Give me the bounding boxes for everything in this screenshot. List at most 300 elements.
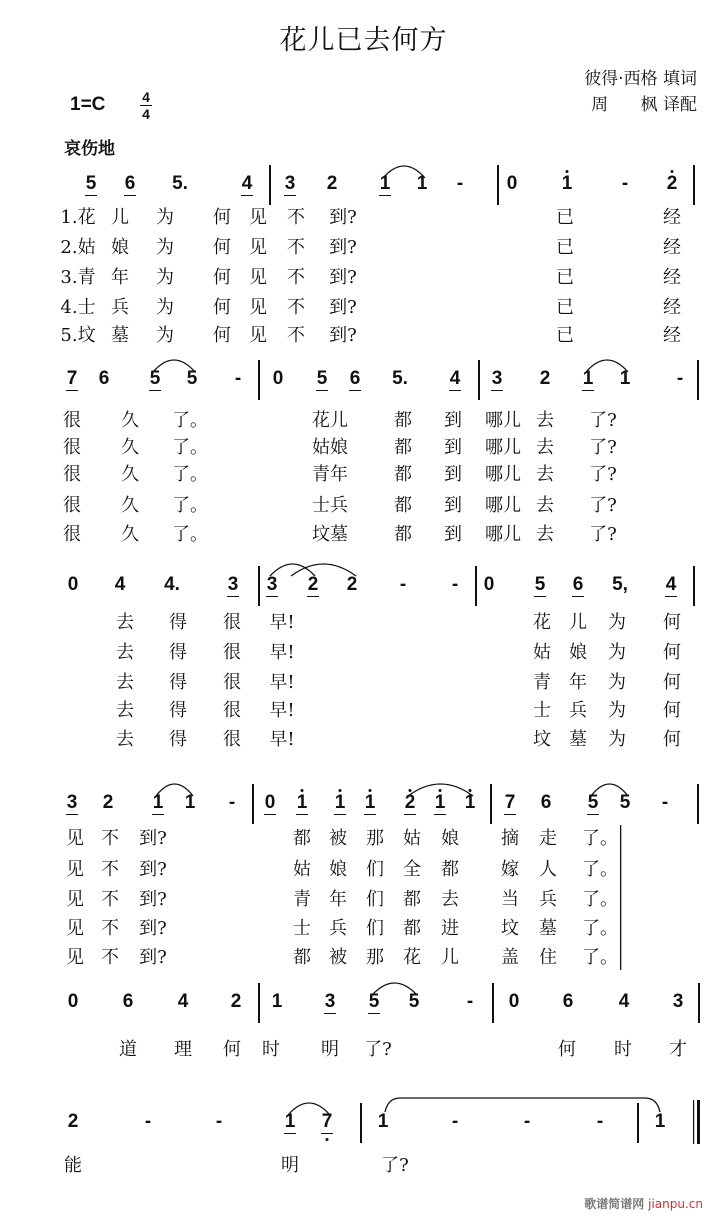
note-digit: - [215, 1111, 223, 1132]
lyric-syllable: 墓 [111, 325, 129, 346]
time-signature-top: 4 [142, 89, 150, 105]
lyric-syllable: 到 [444, 410, 462, 431]
note-digit: 0 [483, 574, 495, 595]
note-digit: 2 [102, 792, 114, 813]
note-digit: 5 [85, 173, 97, 194]
lyric-syllable: 早! [269, 729, 295, 750]
lyric-syllable: 了。 [582, 889, 618, 910]
lyric-syllable: 了? [589, 437, 617, 458]
lyric-syllable: 时 [614, 1039, 632, 1060]
lyric-syllable: 得 [169, 612, 187, 633]
lyric-syllable: 见 [66, 947, 84, 968]
lyric-syllable: 去 [536, 410, 554, 431]
note-digit: - [399, 574, 407, 595]
lyric-syllable: 花儿 [312, 410, 348, 431]
lyric-syllable: 很 [63, 410, 81, 431]
slur [156, 784, 193, 796]
note-digit: 2 [326, 173, 338, 194]
note-digit: 2 [307, 574, 319, 595]
note-digit: 1 [184, 792, 196, 813]
lyric-syllable: 时 [262, 1039, 280, 1060]
lyric-syllable: 经 [663, 297, 681, 318]
note-digit: 4 [241, 173, 253, 194]
lyric-syllable: 早! [269, 642, 295, 663]
lyric-syllable: 那 [366, 828, 384, 849]
lyric-syllable: 为 [608, 642, 626, 663]
lyric-syllable: 当 [501, 889, 519, 910]
lyric-syllable: 了。 [172, 410, 208, 431]
note-digit: - [228, 792, 236, 813]
lyric-syllable: 姑 [293, 859, 311, 880]
lyric-syllable: 盖 [501, 947, 519, 968]
lyric-syllable: 士 [533, 700, 551, 721]
lyric-syllable: 都 [293, 947, 311, 968]
translator-credit: 周 枫 译配 [591, 95, 697, 115]
lyric-syllable: 了。 [582, 859, 618, 880]
lyric-syllable: 何 [213, 297, 231, 318]
lyric-syllable: 到 [444, 495, 462, 516]
note-digit: 3 [227, 574, 239, 595]
note-digit: 3 [266, 574, 278, 595]
lyric-syllable: 都 [403, 918, 421, 939]
note-digit: 5 [186, 368, 198, 389]
lyric-syllable: 了。 [172, 495, 208, 516]
lyric-syllable: 了? [364, 1039, 392, 1060]
lyric-syllable: 士兵 [312, 495, 348, 516]
lyric-syllable: 哪儿 [485, 437, 521, 458]
lyric-syllable: 久 [121, 410, 139, 431]
lyric-syllable: 到? [139, 889, 167, 910]
slur [153, 360, 195, 372]
lyric-syllable: 久 [121, 437, 139, 458]
lyric-syllable: 花 [533, 612, 551, 633]
note-digit: 1 [284, 1111, 296, 1132]
lyric-syllable: 久 [121, 495, 139, 516]
note-digit: - [466, 991, 474, 1012]
lyric-syllable: 了。 [582, 828, 618, 849]
lyric-syllable: 1.花 [60, 207, 96, 228]
note-digit: 7 [66, 368, 78, 389]
lyric-syllable: 哪儿 [485, 464, 521, 485]
lyric-syllable: 为 [608, 729, 626, 750]
lyric-syllable: 何 [213, 207, 231, 228]
lyric-syllable: 姑 [403, 828, 421, 849]
lyric-syllable: 很 [63, 524, 81, 545]
note-digit: 2 [404, 792, 416, 813]
lyric-syllable: 见 [249, 297, 267, 318]
note-digit: 1 [434, 792, 446, 813]
lyric-syllable: 去 [536, 524, 554, 545]
lyric-syllable: 何 [223, 1039, 241, 1060]
slur [408, 784, 473, 796]
slur [383, 166, 425, 178]
note-digit: - [621, 173, 629, 194]
lyric-syllable: 很 [223, 729, 241, 750]
lyric-syllable: 得 [169, 700, 187, 721]
note-digit: 1 [152, 792, 164, 813]
final-bar-line [693, 1100, 694, 1144]
note-digit: 7 [321, 1111, 333, 1132]
note-digit: 3 [66, 792, 78, 813]
lyric-syllable: 见 [66, 859, 84, 880]
note-digit: 0 [506, 173, 518, 194]
lyric-syllable: 娘 [569, 642, 587, 663]
lyric-syllable: 进 [441, 918, 459, 939]
note-digit: 0 [67, 991, 79, 1012]
lyric-syllable: 见 [249, 237, 267, 258]
lyric-syllable: 到? [139, 918, 167, 939]
lyric-syllable: 何 [213, 325, 231, 346]
lyric-syllable: 不 [101, 859, 119, 880]
lyric-syllable: 不 [101, 828, 119, 849]
lyric-syllable: 住 [539, 947, 557, 968]
lyric-syllable: 经 [663, 237, 681, 258]
note-digit: 1 [416, 173, 428, 194]
lyric-syllable: 为 [156, 207, 174, 228]
slur [372, 983, 417, 995]
lyric-syllable: 经 [663, 207, 681, 228]
lyric-syllable: 到? [329, 325, 357, 346]
lyric-syllable: 被 [329, 947, 347, 968]
lyricist-credit: 彼得·西格 填词 [584, 69, 697, 89]
note-digit: 5. [172, 173, 188, 194]
lyric-syllable: 姑 [533, 642, 551, 663]
note-digit: 1 [654, 1111, 666, 1132]
lyric-syllable: 青年 [312, 464, 348, 485]
lyric-syllable: 5.坟 [60, 325, 96, 346]
lyric-syllable: 人 [539, 859, 557, 880]
note-digit: 4 [114, 574, 126, 595]
note-digit: 6 [562, 991, 574, 1012]
lyric-syllable: 为 [608, 612, 626, 633]
lyric-syllable: 已 [556, 325, 574, 346]
lyric-syllable: 见 [249, 267, 267, 288]
lyric-syllable: 墓 [539, 918, 557, 939]
lyric-syllable: 何 [663, 612, 681, 633]
verse-bracket-line [620, 825, 621, 970]
lyric-syllable: 不 [287, 297, 305, 318]
lyric-syllable: 摘 [501, 828, 519, 849]
lyric-syllable: 都 [394, 464, 412, 485]
tempo-marking: 哀伤地 [64, 139, 115, 159]
lyric-syllable: 们 [366, 889, 384, 910]
lyric-syllable: 哪儿 [485, 524, 521, 545]
lyric-syllable: 到 [444, 437, 462, 458]
lyric-syllable: 理 [174, 1039, 192, 1060]
time-signature-bottom: 4 [142, 106, 150, 122]
lyric-syllable: 花 [403, 947, 421, 968]
lyric-syllable: 得 [169, 672, 187, 693]
note-digit: 6 [124, 173, 136, 194]
note-digit: 1 [464, 792, 476, 813]
lyric-syllable: 早! [269, 612, 295, 633]
lyric-syllable: 兵 [539, 889, 557, 910]
note-digit: 4 [449, 368, 461, 389]
lyric-syllable: 那 [366, 947, 384, 968]
lyric-syllable: 都 [441, 859, 459, 880]
note-digit: 2 [346, 574, 358, 595]
note-digit: - [144, 1111, 152, 1132]
lyric-syllable: 了? [589, 495, 617, 516]
note-digit: 5. [392, 368, 408, 389]
lyric-syllable: 明 [321, 1039, 339, 1060]
lyric-syllable: 去 [116, 672, 134, 693]
lyric-syllable: 姑娘 [312, 437, 348, 458]
note-digit: 6 [349, 368, 361, 389]
note-digit: 0 [67, 574, 79, 595]
lyric-syllable: 何 [663, 700, 681, 721]
lyric-syllable: 到? [139, 859, 167, 880]
note-digit: 2 [230, 991, 242, 1012]
lyric-syllable: 们 [366, 918, 384, 939]
lyric-syllable: 见 [66, 889, 84, 910]
lyric-syllable: 很 [63, 437, 81, 458]
lyric-syllable: 年 [569, 672, 587, 693]
lyric-syllable: 才 [669, 1039, 687, 1060]
lyric-syllable: 久 [121, 464, 139, 485]
lyric-syllable: 了? [589, 524, 617, 545]
note-digit: 5 [316, 368, 328, 389]
note-digit: 0 [272, 368, 284, 389]
lyric-syllable: 何 [663, 642, 681, 663]
note-digit: 5 [368, 991, 380, 1012]
lyric-syllable: 坟 [501, 918, 519, 939]
lyric-syllable: 兵 [329, 918, 347, 939]
note-digit: 5, [612, 574, 628, 595]
lyric-syllable: 到? [329, 267, 357, 288]
lyric-syllable: 很 [223, 612, 241, 633]
note-digit: 1 [334, 792, 346, 813]
lyric-syllable: 坟墓 [312, 524, 348, 545]
note-digit: 5 [149, 368, 161, 389]
lyric-syllable: 何 [558, 1039, 576, 1060]
note-digit: 5 [587, 792, 599, 813]
lyric-syllable: 了? [589, 410, 617, 431]
note-digit: 4 [177, 991, 189, 1012]
lyric-syllable: 年 [111, 267, 129, 288]
note-digit: 1 [296, 792, 308, 813]
lyric-syllable: 久 [121, 524, 139, 545]
lyric-syllable: 儿 [569, 612, 587, 633]
lyric-syllable: 不 [287, 207, 305, 228]
note-digit: 2 [67, 1111, 79, 1132]
lyric-syllable: 了。 [582, 947, 618, 968]
note-digit: 1 [619, 368, 631, 389]
lyric-syllable: 何 [663, 729, 681, 750]
lyric-syllable: 都 [394, 524, 412, 545]
watermark: 歌谱简谱网 jianpu.cn [584, 1197, 703, 1211]
note-digit: 4 [665, 574, 677, 595]
lyric-syllable: 都 [394, 437, 412, 458]
lyric-syllable: 为 [608, 672, 626, 693]
lyric-syllable: 了。 [172, 524, 208, 545]
note-digit: 7 [504, 792, 516, 813]
lyric-syllable: 得 [169, 642, 187, 663]
lyric-syllable: 很 [63, 464, 81, 485]
note-digit: 1 [379, 173, 391, 194]
lyric-syllable: 为 [608, 700, 626, 721]
lyric-syllable: 为 [156, 237, 174, 258]
note-digit: - [451, 1111, 459, 1132]
lyric-syllable: 去 [116, 642, 134, 663]
lyric-syllable: 不 [101, 918, 119, 939]
lyric-syllable: 道 [119, 1039, 137, 1060]
lyric-syllable: 何 [213, 237, 231, 258]
lyric-syllable: 到? [139, 828, 167, 849]
note-digit: 5 [534, 574, 546, 595]
note-digit: 4. [164, 574, 180, 595]
lyric-syllable: 见 [66, 918, 84, 939]
lyric-syllable: 去 [116, 729, 134, 750]
lyric-syllable: 早! [269, 672, 295, 693]
lyric-syllable: 去 [116, 612, 134, 633]
lyric-syllable: 为 [156, 297, 174, 318]
note-digit: 0 [508, 991, 520, 1012]
lyric-syllable: 2.姑 [60, 237, 96, 258]
lyric-syllable: 很 [223, 700, 241, 721]
lyric-syllable: 不 [287, 237, 305, 258]
note-digit: 1 [364, 792, 376, 813]
song-title: 花儿已去何方 [279, 25, 448, 56]
lyric-syllable: 了。 [172, 437, 208, 458]
lyric-syllable: 已 [556, 267, 574, 288]
note-digit: 3 [491, 368, 503, 389]
lyric-syllable: 不 [101, 947, 119, 968]
note-digit: 1 [582, 368, 594, 389]
lyric-syllable: 很 [223, 642, 241, 663]
lyric-syllable: 已 [556, 297, 574, 318]
lyric-syllable: 3.青 [60, 267, 96, 288]
lyric-syllable: 嫁 [501, 859, 519, 880]
note-digit: 3 [284, 173, 296, 194]
lyric-syllable: 很 [63, 495, 81, 516]
note-digit: - [234, 368, 242, 389]
lyric-syllable: 哪儿 [485, 410, 521, 431]
note-digit: 4 [618, 991, 630, 1012]
note-digit: - [523, 1111, 531, 1132]
lyric-syllable: 青 [533, 672, 551, 693]
lyric-syllable: 去 [536, 495, 554, 516]
lyric-syllable: 被 [329, 828, 347, 849]
note-digit: 1 [561, 173, 573, 194]
lyric-syllable: 不 [287, 325, 305, 346]
lyric-syllable: 到? [139, 947, 167, 968]
lyric-syllable: 为 [156, 325, 174, 346]
lyric-syllable: 到? [329, 297, 357, 318]
lyric-syllable: 们 [366, 859, 384, 880]
slur [586, 360, 628, 372]
note-digit: 6 [122, 991, 134, 1012]
lyric-syllable: 经 [663, 325, 681, 346]
slur [591, 784, 628, 796]
lyric-syllable: 何 [663, 672, 681, 693]
lyric-syllable: 了。 [582, 918, 618, 939]
lyric-syllable: 见 [66, 828, 84, 849]
tie [385, 1098, 660, 1112]
lyric-syllable: 娘 [329, 859, 347, 880]
note-digit: 3 [324, 991, 336, 1012]
lyric-syllable: 走 [539, 828, 557, 849]
lyric-syllable: 4.士 [60, 297, 96, 318]
note-digit: 0 [264, 792, 276, 813]
lyric-syllable: 青 [293, 889, 311, 910]
lyric-syllable: 见 [249, 325, 267, 346]
lyric-syllable: 都 [293, 828, 311, 849]
lyric-syllable: 兵 [569, 700, 587, 721]
lyric-syllable: 去 [116, 700, 134, 721]
lyric-syllable: 得 [169, 729, 187, 750]
lyric-syllable: 娘 [111, 237, 129, 258]
note-digit: 3 [672, 991, 684, 1012]
lyric-syllable: 到? [329, 237, 357, 258]
watermark-site: jianpu.cn [648, 1197, 703, 1211]
lyric-syllable: 都 [403, 889, 421, 910]
lyric-syllable: 都 [394, 410, 412, 431]
key-signature: 1=C [70, 94, 106, 115]
lyric-syllable: 都 [394, 495, 412, 516]
lyric-syllable: 儿 [111, 207, 129, 228]
lyric-syllable: 了。 [172, 464, 208, 485]
note-digit: - [451, 574, 459, 595]
lyric-syllable: 能 [64, 1155, 82, 1176]
lyric-syllable: 到 [444, 464, 462, 485]
final-bar-line [697, 1100, 700, 1144]
lyric-syllable: 到 [444, 524, 462, 545]
note-digit: 5 [619, 792, 631, 813]
note-digit: - [676, 368, 684, 389]
lyric-syllable: 不 [101, 889, 119, 910]
lyric-syllable: 士 [293, 918, 311, 939]
note-digit: 6 [572, 574, 584, 595]
lyric-syllable: 何 [213, 267, 231, 288]
slur [288, 1103, 330, 1115]
lyric-syllable: 去 [441, 889, 459, 910]
note-digit: - [456, 173, 464, 194]
note-digit: 5 [408, 991, 420, 1012]
lyric-syllable: 很 [223, 672, 241, 693]
note-digit: 6 [540, 792, 552, 813]
lyric-syllable: 明 [281, 1155, 299, 1176]
lyric-syllable: 年 [329, 889, 347, 910]
lyric-syllable: 哪儿 [485, 495, 521, 516]
lyric-syllable: 了? [381, 1155, 409, 1176]
lyric-syllable: 兵 [111, 297, 129, 318]
lyric-syllable: 了? [589, 464, 617, 485]
lyric-syllable: 儿 [441, 947, 459, 968]
lyric-syllable: 为 [156, 267, 174, 288]
lyric-syllable: 去 [536, 437, 554, 458]
note-digit: - [596, 1111, 604, 1132]
lyric-syllable: 娘 [441, 828, 459, 849]
note-digit: 2 [666, 173, 678, 194]
note-digit: 6 [98, 368, 110, 389]
lyric-syllable: 到? [329, 207, 357, 228]
lyric-syllable: 去 [536, 464, 554, 485]
note-digit: - [661, 792, 669, 813]
lyric-syllable: 早! [269, 700, 295, 721]
note-digit: 1 [377, 1111, 389, 1132]
note-digit: 2 [539, 368, 551, 389]
lyric-syllable: 已 [556, 237, 574, 258]
lyric-syllable: 见 [249, 207, 267, 228]
lyric-syllable: 全 [403, 859, 421, 880]
lyric-syllable: 坟 [533, 729, 551, 750]
lyric-syllable: 墓 [569, 729, 587, 750]
note-digit: 1 [271, 991, 283, 1012]
lyric-syllable: 经 [663, 267, 681, 288]
lyric-syllable: 已 [556, 207, 574, 228]
lyric-syllable: 不 [287, 267, 305, 288]
